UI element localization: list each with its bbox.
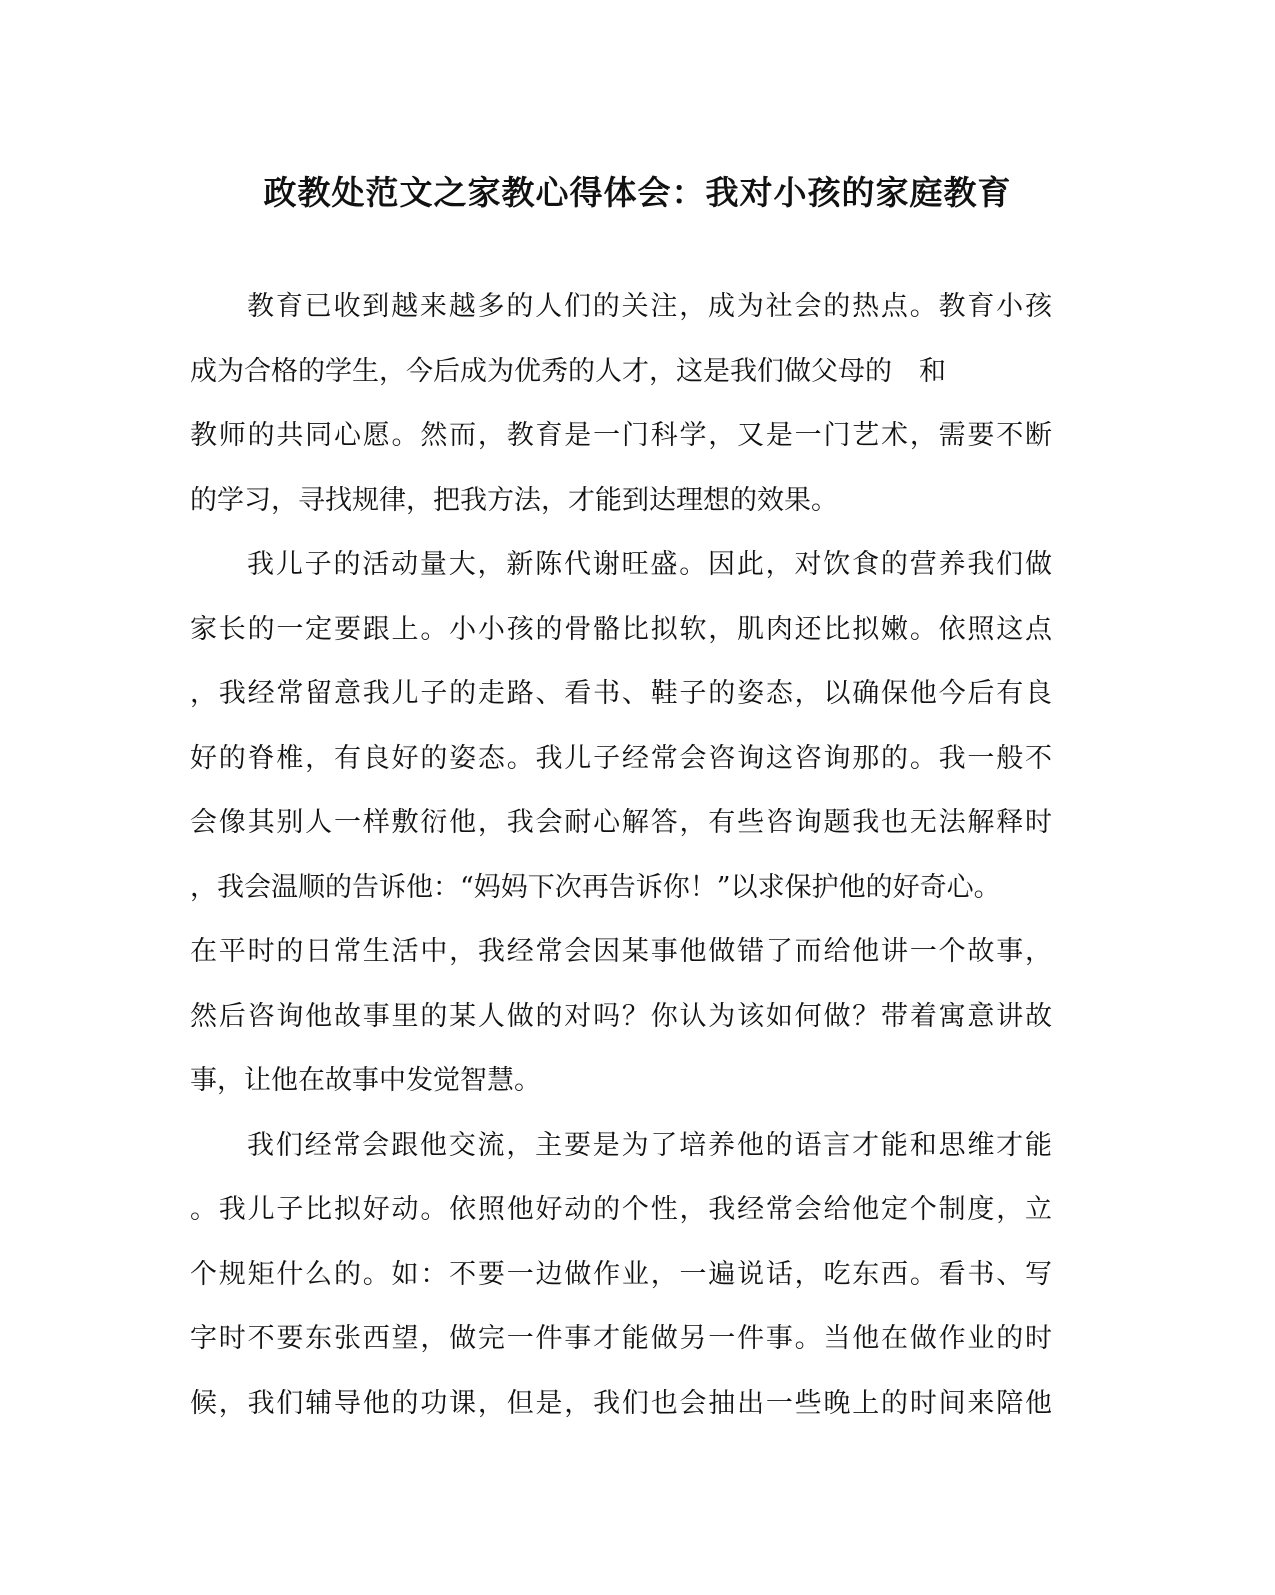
text-line: 的学习，寻找规律，把我方法，才能到达理想的效果。 <box>190 484 838 516</box>
document-title: 政教处范文之家教心得体会：我对小孩的家庭教育 <box>263 173 1012 212</box>
text-line: 在平时的日常生活中，我经常会因某事他做错了而给他讲一个故事， <box>190 936 1052 967</box>
text-line: 好的脊椎，有良好的姿态。我儿子经常会咨询这咨询那的。我一般不 <box>190 742 1052 774</box>
text-line: ，我会温顺的告诉他：“妈妈下次再告诉你！”以求保护他的好奇心。 <box>190 871 1001 903</box>
text-line: 成为合格的学生，今后成为优秀的人才，这是我们做父母的 和 <box>190 355 946 387</box>
document-body <box>190 279 1052 1440</box>
text-line: 我们经常会跟他交流，主要是为了培养他的语言才能和思维才能 <box>247 1129 1052 1161</box>
text-line: 家长的一定要跟上。小小孩的骨骼比拟软，肌肉还比拟嫩。依照这点 <box>190 613 1052 645</box>
text-line: 教育已收到越来越多的人们的关注，成为社会的热点。教育小孩 <box>247 291 1052 322</box>
text-line: 教师的共同心愿。然而，教育是一门科学，又是一门艺术，需要不断 <box>190 420 1052 451</box>
text-line: 我儿子的活动量大，新陈代谢旺盛。因此，对饮食的营养我们做 <box>247 549 1052 580</box>
text-line: ，我经常留意我儿子的走路、看书、鞋子的姿态，以确保他今后有良 <box>190 678 1052 709</box>
text-line: 然后咨询他故事里的某人做的对吗？你认为该如何做？带着寓意讲故 <box>190 1000 1052 1032</box>
text-line: 个规矩什么的。如：不要一边做作业，一遍说话，吃东西。看书、写 <box>190 1258 1052 1290</box>
text-line: 会像其别人一样敷衍他，我会耐心解答，有些咨询题我也无法解释时 <box>190 807 1052 838</box>
text-line: 事，让他在故事中发觉智慧。 <box>190 1065 541 1096</box>
text-line: 字时不要东张西望，做完一件事才能做另一件事。当他在做作业的时 <box>190 1323 1052 1354</box>
text-line: 候，我们辅导他的功课，但是，我们也会抽出一些晚上的时间来陪他 <box>190 1387 1052 1419</box>
text-line: 。我儿子比拟好动。依照他好动的个性，我经常会给他定个制度，立 <box>190 1194 1052 1225</box>
